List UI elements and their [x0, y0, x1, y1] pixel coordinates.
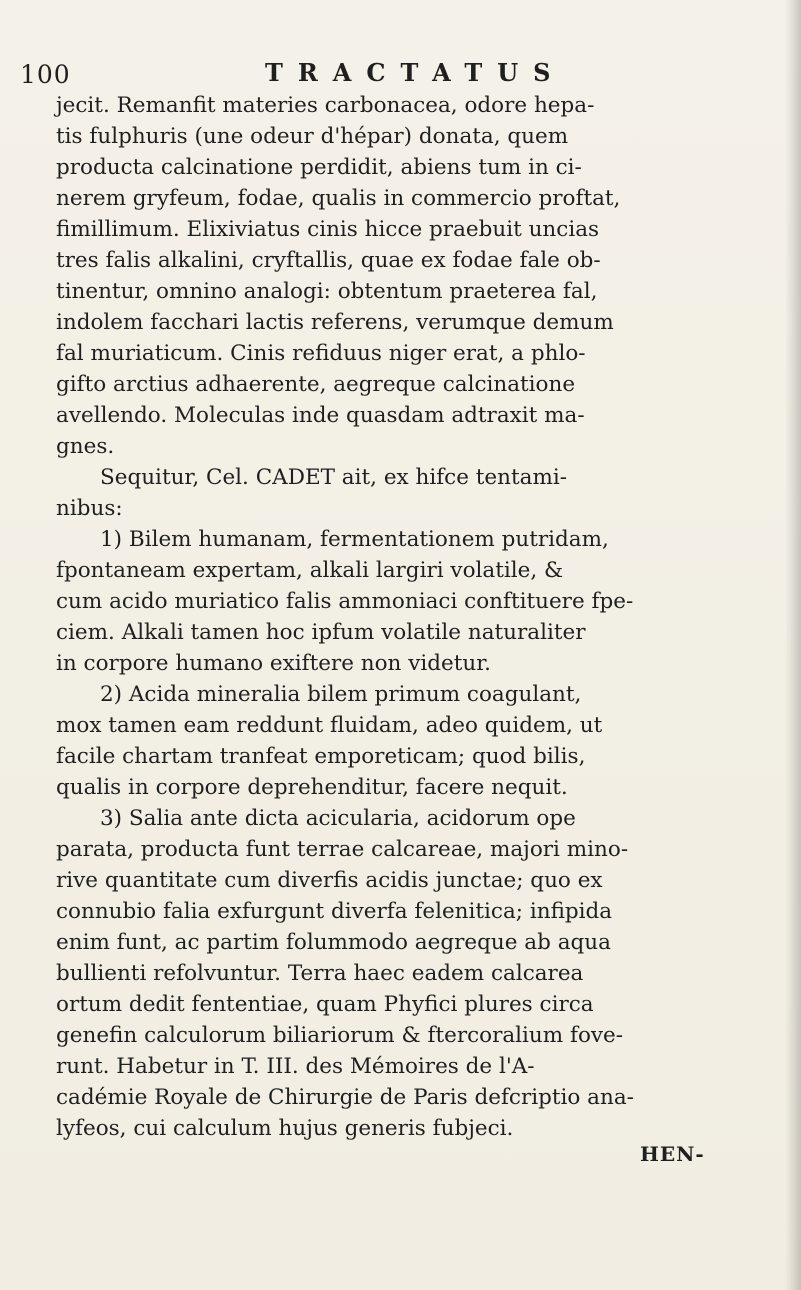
text-line-11: avellendo. Moleculas inde quasdam adtraxit ma- [56, 403, 585, 428]
text-line-12: gnes. [56, 434, 115, 459]
text-line-34: lyfeos, cui calculum hujus generis fubjeci. [56, 1116, 514, 1141]
text-line-6: tres falis alkalini, cryftallis, quae ex fodae fale ob- [56, 248, 601, 273]
text-line-24: 3) Salia ante dicta acicularia, acidorum ope [100, 806, 576, 831]
text-line-3: producta calcinatione perdidit, abiens tum in ci- [56, 155, 582, 180]
text-line-9: fal muriaticum. Cinis refiduus niger erat, a phlo- [56, 341, 586, 366]
text-line-17: cum acido muriatico falis ammoniaci conftituere fpe- [56, 589, 634, 614]
text-line-28: enim funt, ac partim folummodo aegreque ab aqua [56, 930, 611, 955]
text-line-25: parata, producta funt terrae calcareae, majori mino- [56, 837, 629, 862]
text-line-20: 2) Acida mineralia bilem primum coagulant, [100, 682, 582, 707]
text-line-10: gifto arctius adhaerente, aegreque calcinatione [56, 372, 576, 397]
text-line-8: indolem facchari lactis referens, verumque demum [56, 310, 614, 335]
text-line-26: rive quantitate cum diverfis acidis junctae; quo ex [56, 868, 603, 893]
text-line-33: cadémie Royale de Chirurgie de Paris defcriptio ana- [56, 1085, 634, 1110]
text-line-21: mox tamen eam reddunt fluidam, adeo quidem, ut [56, 713, 603, 738]
text-line-32: runt. Habetur in T. III. des Mémoires de l'A- [56, 1054, 535, 1079]
running-title: TRACTATUS [265, 58, 566, 87]
text-line-1: jecit. Remanfit materies carbonacea, odore hepa- [56, 93, 595, 118]
text-line-15: 1) Bilem humanam, fermentationem putridam, [100, 527, 609, 552]
text-line-19: in corpore humano exiftere non videtur. [56, 651, 491, 676]
text-line-23: qualis in corpore deprehenditur, facere nequit. [56, 775, 568, 800]
text-line-14: nibus: [56, 496, 123, 521]
text-line-22: facile chartam tranfeat emporeticam; quod bilis, [56, 744, 586, 769]
text-line-2: tis fulphuris (une odeur d'hépar) donata, quem [56, 124, 569, 149]
text-line-5: fimillimum. Elixiviatus cinis hicce praebuit uncias [56, 217, 600, 242]
page-header [20, 58, 760, 98]
text-line-30: ortum dedit fententiae, quam Phyfici plures circa [56, 992, 594, 1017]
page-number: 100 [20, 60, 71, 89]
text-line-18: ciem. Alkali tamen hoc ipfum volatile naturaliter [56, 620, 586, 645]
text-line-13: Sequitur, Cel. CADET ait, ex hifce tentami- [100, 465, 567, 490]
page-edge-shadow [785, 0, 801, 1290]
text-line-16: fpontaneam expertam, alkali largiri volatile, & [56, 558, 564, 583]
text-line-31: genefin calculorum biliariorum & ftercoralium fove- [56, 1023, 624, 1048]
text-line-27: connubio falia exfurgunt diverfa felenitica; infipida [56, 899, 613, 924]
text-line-7: tinentur, omnino analogi: obtentum praeterea fal, [56, 279, 598, 304]
catchword: HEN- [640, 1142, 705, 1166]
text-line-29: bullienti refolvuntur. Terra haec eadem calcarea [56, 961, 584, 986]
text-line-4: nerem gryfeum, fodae, qualis in commercio proftat, [56, 186, 621, 211]
